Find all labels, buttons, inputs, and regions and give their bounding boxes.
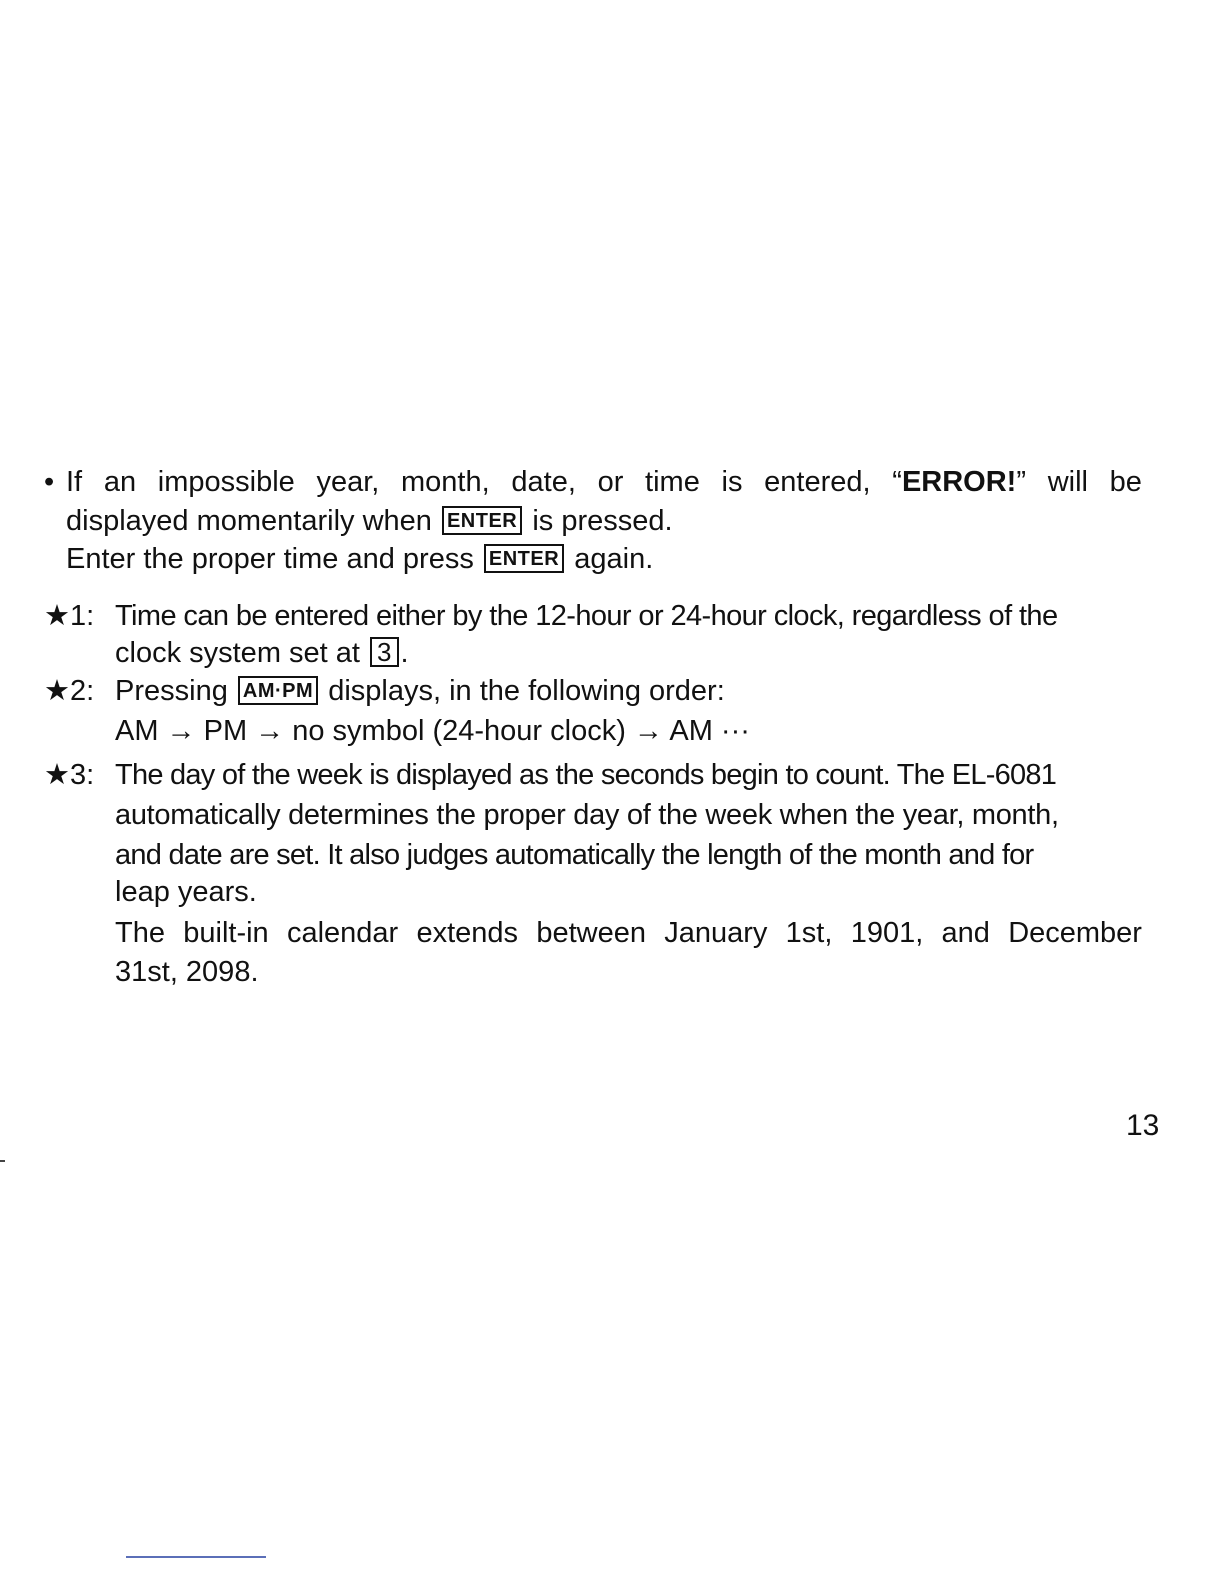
enter-key-icon: ENTER — [484, 544, 564, 573]
note-1-marker: ★1: — [44, 600, 95, 632]
page-number: 13 — [1126, 1109, 1160, 1142]
note-2-line-1: Pressing AM·PM displays, in the following order: — [115, 675, 725, 707]
key-3-icon: 3 — [370, 637, 398, 667]
footer-rule — [126, 1556, 266, 1558]
note-3-line-6: 31st, 2098. — [115, 956, 259, 988]
note-3-marker: ★3: — [44, 759, 95, 791]
note-1-line-2: clock system set at 3 . — [115, 637, 409, 669]
note-3-line-2: automatically determines the proper day of the week when the year, month, — [115, 799, 1059, 831]
am-pm-key-icon: AM·PM — [238, 676, 318, 705]
note-2-line-2: AM → PM → no symbol (24-hour clock) → AM ··· — [115, 715, 750, 747]
bullet-line-2: displayed momentarily when ENTER is pressed. — [66, 505, 673, 537]
note-3-line-5: The built-in calendar extends between January 1st, 1901, and December — [115, 917, 1142, 949]
note-3-line-1: The day of the week is displayed as the seconds begin to count. The EL-6081 — [115, 759, 1057, 791]
enter-key-icon: ENTER — [442, 506, 522, 535]
bullet-line-1: If an impossible year, month, date, or time is entered, “ERROR!” will be — [66, 466, 1142, 498]
bullet-marker: • — [44, 466, 55, 498]
note-3-line-3: and date are set. It also judges automatically the length of the month and for — [115, 839, 1034, 871]
note-2-marker: ★2: — [44, 675, 95, 707]
note-1-line-1: Time can be entered either by the 12-hour or 24-hour clock, regardless of the — [115, 600, 1058, 632]
note-3-line-4: leap years. — [115, 876, 257, 908]
scan-mark — [0, 1160, 5, 1162]
bullet-line-3: Enter the proper time and press ENTER again. — [66, 543, 654, 575]
